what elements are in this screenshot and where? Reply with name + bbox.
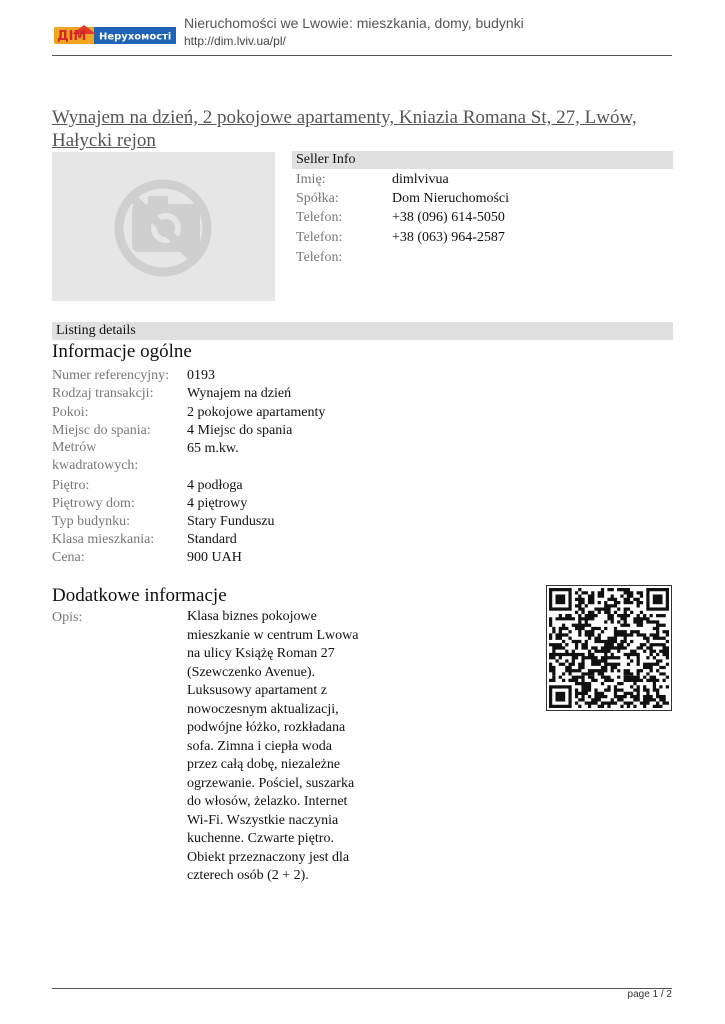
- seller-info-heading: Seller Info: [292, 151, 673, 169]
- description-text: Klasa biznes pokojowe mieszkanie w centrum Lwowa na ulicy Książę Roman 27 (Szewczenko Avenue). Luksusowy apartament z nowoczesnym aktualizacji, podwójne łóżko, rozkładana sofa. Zimna i ciepła woda przez całą dobę, niezależne ogrzewanie. Pościel, suszarka do włosów, żelazko. Internet Wi-Fi. Wszystkie naczynia kuchenne. Czwarte piętro. Obiekt przeznaczony jest dla czterech osób (2 + 2).: [187, 609, 359, 883]
- site-logo[interactable]: [54, 24, 176, 46]
- detail-value-floor: 4 podłoga: [187, 478, 243, 493]
- qr-code: [546, 585, 672, 711]
- listing-details-bar: Listing details: [52, 322, 673, 340]
- site-title: Nieruchomości we Lwowie: mieszkania, domy, budynki: [184, 15, 524, 31]
- detail-value-ref: 0193: [187, 368, 215, 383]
- footer-divider: [52, 988, 672, 989]
- seller-label-company: Spółka:: [296, 191, 339, 206]
- description-label: Opis:: [52, 610, 83, 625]
- no-photo-icon: [52, 152, 275, 301]
- seller-value-company: Dom Nieruchomości: [392, 191, 510, 206]
- detail-value-price: 900 UAH: [187, 550, 242, 565]
- seller-label-name: Imię:: [296, 172, 326, 187]
- listing-title[interactable]: Wynajem na dzień, 2 pokojowe apartamenty, Kniazia Romana St, 27, Lwów, Hałycki rejon: [52, 107, 637, 151]
- page-number: page 1 / 2: [627, 989, 672, 1000]
- seller-label-phone-1: Telefon:: [296, 210, 343, 225]
- detail-label-ref: Numer referencyjny:: [52, 368, 169, 383]
- svg-text:Нерухомості: Нерухомості: [99, 31, 172, 43]
- detail-label-sleeping: Miejsc do spania:: [52, 423, 151, 438]
- qr-code-image: [547, 586, 671, 710]
- detail-label-floor: Piętro:: [52, 478, 90, 493]
- detail-value-rooms: 2 pokojowe apartamenty: [187, 405, 326, 420]
- header-divider: [52, 55, 672, 56]
- seller-label-phone-2: Telefon:: [296, 230, 343, 245]
- detail-label-price: Cena:: [52, 550, 85, 565]
- detail-label-building-floors: Piętrowy dom:: [52, 496, 135, 511]
- seller-value-phone-2: +38 (063) 964-2587: [392, 230, 505, 245]
- site-url[interactable]: http://dim.lviv.ua/pl/: [184, 34, 286, 48]
- general-info-heading: Informacje ogólne: [52, 341, 192, 362]
- seller-value-name: dimlvivua: [392, 172, 449, 187]
- detail-value-building-type: Stary Funduszu: [187, 514, 275, 529]
- detail-value-area: 65 m.kw.: [187, 441, 239, 456]
- detail-value-sleeping: 4 Miejsc do spania: [187, 423, 293, 438]
- listing-photo-placeholder: [52, 152, 275, 301]
- svg-text:ДІМ: ДІМ: [57, 29, 87, 44]
- detail-label-building-type: Typ budynku:: [52, 514, 130, 529]
- detail-label-class: Klasa mieszkania:: [52, 532, 155, 547]
- detail-value-building-floors: 4 piętrowy: [187, 496, 248, 511]
- detail-label-rooms: Pokoi:: [52, 405, 89, 420]
- detail-label-area: Metrów kwadratowych:: [52, 440, 139, 473]
- detail-value-class: Standard: [187, 532, 237, 547]
- detail-label-transaction: Rodzaj transakcji:: [52, 386, 154, 401]
- page-header: [52, 12, 672, 56]
- detail-value-transaction: Wynajem na dzień: [187, 386, 292, 401]
- seller-label-phone-3: Telefon:: [296, 250, 343, 265]
- seller-value-phone-1: +38 (096) 614-5050: [392, 210, 505, 225]
- additional-info-heading: Dodatkowe informacje: [52, 585, 227, 606]
